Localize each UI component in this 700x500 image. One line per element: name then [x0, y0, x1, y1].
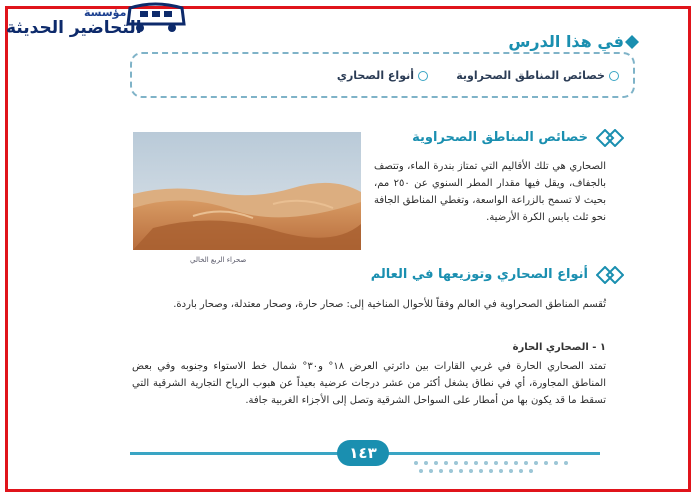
bullet-icon	[609, 71, 619, 81]
lesson-outline-box	[130, 52, 635, 98]
subsection-heading-hot-deserts: ١ - الصحاري الحارة	[512, 342, 606, 353]
photo-caption: صحراء الربع الخالي	[190, 256, 247, 264]
decorative-dots	[410, 458, 610, 478]
logo-title: التحاضير الحديثة	[6, 18, 142, 38]
page-number: ١٤٣	[337, 440, 389, 466]
lesson-item-types: أنواع الصحاري	[337, 69, 428, 82]
logo-small-text: مؤسسة	[84, 6, 127, 19]
section-heading-characteristics: خصائص المناطق الصحراوية	[412, 130, 588, 145]
section-diamond-icon	[596, 129, 624, 147]
lesson-item-characteristics: خصائص المناطق الصحراوية	[456, 69, 619, 82]
lesson-title: في هذا الدرس	[508, 32, 624, 51]
bullet-icon	[418, 71, 428, 81]
section-paragraph-characteristics: الصحاري هي تلك الأقاليم التي تمتاز بندرة الماء، وتتصف بالجفاف، ويقل فيها مقدار المطر السنوي عن ٢٥٠ مم، بحيث لا تسمح بالزراعة الواسعة، وتغطي المناطق الجافة نحو ثلث يابس الكرة الأرضية.	[374, 161, 606, 223]
lesson-bullet-icon	[624, 34, 640, 50]
desert-photo	[133, 132, 361, 250]
logo	[2, 0, 202, 52]
subsection-paragraph-hot-deserts: تمتد الصحاري الحارة في غربي القارات بين دائرتي العرض ١٨° و٣٠° شمال خط الاستواء وجنوبه وفي بعض المناطق المجاورة، أي في نطاق يشغل أكثر من عشر درجات عرضية بعيداً عن هبوب الرياح التجارية الشرقية التي تسقط ما قد يكون بها من أمطار على السواحل الشرقية وتصل إلى الأجزاء الغربية جافة.	[132, 361, 606, 406]
section-heading-types: أنواع الصحاري وتوزيعها في العالم	[370, 267, 588, 282]
section-paragraph-types: تُقسم المناطق الصحراوية في العالم وفقاً للأحوال المناخية إلى: صحار حارة، وصحار معتدلة، وصحار باردة.	[173, 299, 606, 310]
section-diamond-icon	[596, 266, 624, 284]
